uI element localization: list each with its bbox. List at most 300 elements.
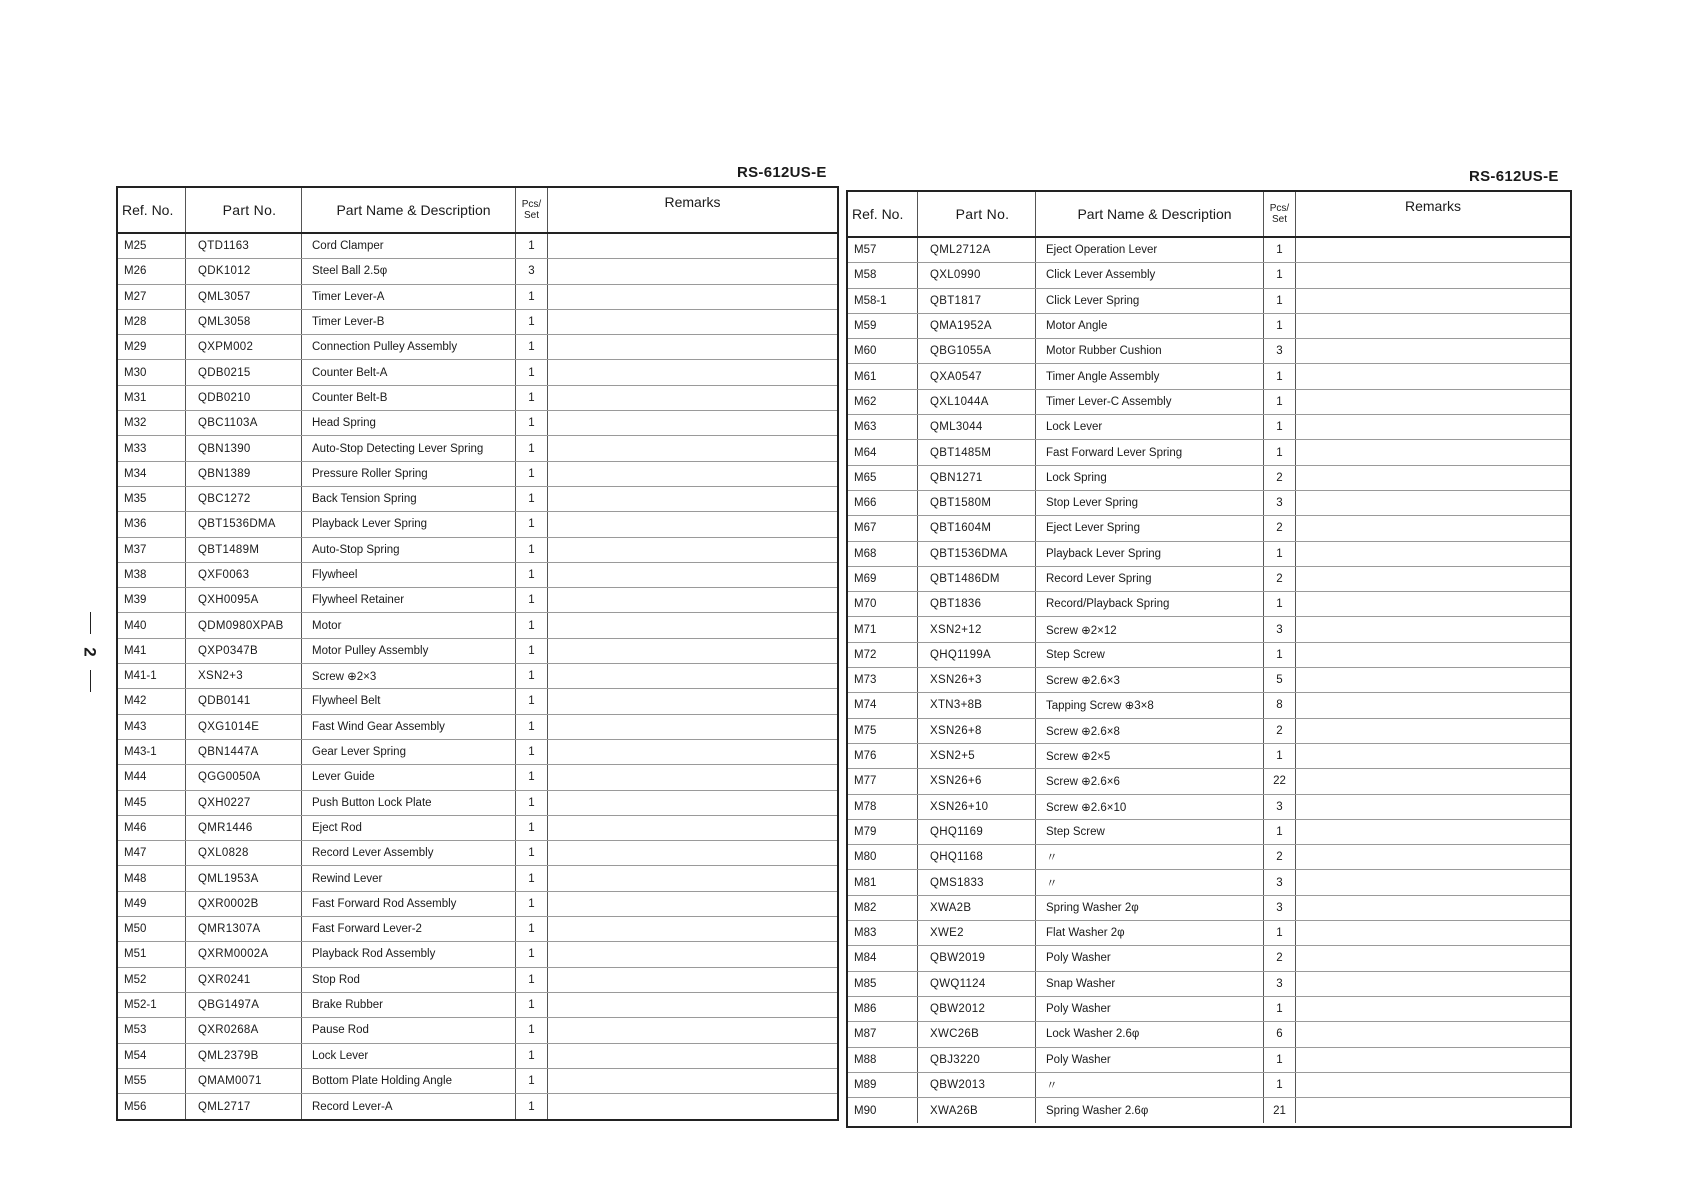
- table-header: [848, 192, 1570, 238]
- header-set: Set: [1271, 214, 1287, 225]
- part-no-cell: QDK1012: [186, 259, 302, 283]
- ref-no-cell: M44: [118, 765, 186, 789]
- remarks-cell: [1296, 668, 1570, 692]
- part-no-cell: QML2717: [186, 1094, 302, 1119]
- pcs-set-cell: 3: [1264, 617, 1296, 641]
- table-row: [848, 845, 1570, 870]
- table-row: [848, 795, 1570, 820]
- pcs-set-cell: 1: [516, 689, 548, 713]
- remarks-cell: [1296, 769, 1570, 793]
- pcs-set-cell: 1: [516, 436, 548, 460]
- ref-no-cell: M45: [118, 791, 186, 815]
- ref-no-cell: M38: [118, 563, 186, 587]
- remarks-cell: [1296, 466, 1570, 490]
- table-row: [848, 1022, 1570, 1047]
- ref-no-cell: M33: [118, 436, 186, 460]
- part-no-cell: XSN2+12: [918, 617, 1036, 641]
- part-name-cell: Gear Lever Spring: [302, 740, 516, 764]
- part-no-cell: QBT1489M: [186, 538, 302, 562]
- part-name-cell: Poly Washer: [1036, 997, 1264, 1021]
- part-name-cell: Step Screw: [1036, 643, 1264, 667]
- part-name-cell: Pause Rod: [302, 1018, 516, 1042]
- table-row: [848, 314, 1570, 339]
- table-row: [118, 538, 837, 563]
- table-row: [118, 917, 837, 942]
- part-name-cell: Bottom Plate Holding Angle: [302, 1069, 516, 1093]
- remarks-cell: [548, 588, 837, 612]
- remarks-cell: [548, 968, 837, 992]
- table-row: [118, 1094, 837, 1119]
- part-name-cell: Head Spring: [302, 411, 516, 435]
- remarks-cell: [548, 386, 837, 410]
- pcs-set-cell: 2: [1264, 946, 1296, 970]
- pcs-set-cell: 1: [516, 1069, 548, 1093]
- ref-no-cell: M58: [848, 263, 918, 287]
- table-row: [848, 339, 1570, 364]
- part-no-cell: QMR1446: [186, 816, 302, 840]
- part-no-cell: QBT1485M: [918, 440, 1036, 464]
- pcs-set-cell: 1: [1264, 263, 1296, 287]
- ref-no-cell: M84: [848, 946, 918, 970]
- part-no-cell: QBW2019: [918, 946, 1036, 970]
- ref-no-cell: M26: [118, 259, 186, 283]
- pcs-set-cell: 1: [516, 538, 548, 562]
- part-no-cell: XWC26B: [918, 1022, 1036, 1046]
- right-model-label: RS-612US-E: [1469, 168, 1559, 185]
- remarks-cell: [1296, 364, 1570, 388]
- part-name-cell: Eject Rod: [302, 816, 516, 840]
- pcs-set-cell: 1: [516, 1094, 548, 1119]
- part-name-cell: Flywheel Belt: [302, 689, 516, 713]
- part-name-cell: Flat Washer 2φ: [1036, 921, 1264, 945]
- part-name-cell: Push Button Lock Plate: [302, 791, 516, 815]
- remarks-cell: [548, 360, 837, 384]
- ref-no-cell: M56: [118, 1094, 186, 1119]
- part-name-cell: Screw ⊕2.6×6: [1036, 769, 1264, 793]
- pcs-set-cell: 5: [1264, 668, 1296, 692]
- ref-no-cell: M83: [848, 921, 918, 945]
- part-no-cell: QML3058: [186, 310, 302, 334]
- table-row: [848, 820, 1570, 845]
- remarks-cell: [1296, 491, 1570, 515]
- part-name-cell: Click Lever Spring: [1036, 289, 1264, 313]
- pcs-set-cell: 1: [1264, 921, 1296, 945]
- ref-no-cell: M77: [848, 769, 918, 793]
- part-name-cell: Pressure Roller Spring: [302, 462, 516, 486]
- part-no-cell: QBG1055A: [918, 339, 1036, 363]
- pcs-set-cell: 1: [516, 639, 548, 663]
- pcs-set-cell: 1: [516, 487, 548, 511]
- part-name-cell: Poly Washer: [1036, 1048, 1264, 1072]
- part-no-cell: QXA0547: [918, 364, 1036, 388]
- part-name-cell: Auto-Stop Detecting Lever Spring: [302, 436, 516, 460]
- part-name-cell: Steel Ball 2.5φ: [302, 259, 516, 283]
- page-number-text: 2: [81, 647, 100, 657]
- pcs-set-cell: 1: [1264, 1048, 1296, 1072]
- table-row: [118, 563, 837, 588]
- left-table-body: [118, 234, 837, 1119]
- table-row: [848, 643, 1570, 668]
- part-name-cell: Motor Angle: [1036, 314, 1264, 338]
- ref-no-cell: M60: [848, 339, 918, 363]
- remarks-cell: [548, 765, 837, 789]
- part-no-cell: QBN1447A: [186, 740, 302, 764]
- part-no-cell: QHQ1169: [918, 820, 1036, 844]
- ref-no-cell: M51: [118, 942, 186, 966]
- part-name-cell: Step Screw: [1036, 820, 1264, 844]
- part-name-cell: Spring Washer 2φ: [1036, 896, 1264, 920]
- part-name-cell: Motor Pulley Assembly: [302, 639, 516, 663]
- remarks-cell: [548, 462, 837, 486]
- remarks-cell: [1296, 390, 1570, 414]
- table-row: [848, 289, 1570, 314]
- remarks-cell: [1296, 1098, 1570, 1123]
- header-remarks: Remarks: [664, 194, 721, 210]
- header-pcs-set: [516, 188, 548, 232]
- table-row: [118, 512, 837, 537]
- remarks-cell: [1296, 946, 1570, 970]
- header-pcs-set: [1264, 192, 1296, 236]
- table-row: [118, 285, 837, 310]
- part-name-cell: Rewind Lever: [302, 866, 516, 890]
- right-parts-table: [846, 190, 1572, 1128]
- part-no-cell: QBT1536DMA: [186, 512, 302, 536]
- pcs-set-cell: 1: [516, 1018, 548, 1042]
- ref-no-cell: M57: [848, 238, 918, 262]
- pcs-set-cell: 1: [516, 462, 548, 486]
- pcs-set-cell: 1: [516, 993, 548, 1017]
- part-no-cell: QBN1271: [918, 466, 1036, 490]
- pcs-set-cell: 21: [1264, 1098, 1296, 1123]
- ref-no-cell: M61: [848, 364, 918, 388]
- table-row: [848, 415, 1570, 440]
- ref-no-cell: M58-1: [848, 289, 918, 313]
- table-row: [118, 664, 837, 689]
- part-no-cell: QXL0990: [918, 263, 1036, 287]
- pcs-set-cell: 1: [516, 335, 548, 359]
- pcs-set-cell: 1: [516, 892, 548, 916]
- part-name-cell: Timer Lever-A: [302, 285, 516, 309]
- left-parts-table: [116, 186, 839, 1121]
- table-row: [848, 567, 1570, 592]
- part-no-cell: QMR1307A: [186, 917, 302, 941]
- pcs-set-cell: 3: [1264, 795, 1296, 819]
- ref-no-cell: M66: [848, 491, 918, 515]
- part-no-cell: QBC1272: [186, 487, 302, 511]
- ref-no-cell: M48: [118, 866, 186, 890]
- table-row: [118, 411, 837, 436]
- part-no-cell: QMAM0071: [186, 1069, 302, 1093]
- table-row: [118, 1044, 837, 1069]
- part-name-cell: Record Lever-A: [302, 1094, 516, 1119]
- ref-no-cell: M46: [118, 816, 186, 840]
- pcs-set-cell: 3: [516, 259, 548, 283]
- right-table-body: [848, 238, 1570, 1123]
- ref-no-cell: M40: [118, 613, 186, 637]
- table-row: [848, 744, 1570, 769]
- ref-no-cell: M53: [118, 1018, 186, 1042]
- part-no-cell: QBW2012: [918, 997, 1036, 1021]
- part-name-cell: Eject Operation Lever: [1036, 238, 1264, 262]
- pcs-set-cell: 1: [1264, 744, 1296, 768]
- remarks-cell: [548, 436, 837, 460]
- page-number-dash-top: [90, 612, 91, 634]
- ref-no-cell: M27: [118, 285, 186, 309]
- table-row: [118, 892, 837, 917]
- part-no-cell: QDB0141: [186, 689, 302, 713]
- header-part-name: Part Name & Description: [302, 188, 516, 232]
- ref-no-cell: M41: [118, 639, 186, 663]
- ref-no-cell: M85: [848, 972, 918, 996]
- part-no-cell: QBT1580M: [918, 491, 1036, 515]
- pcs-set-cell: 1: [516, 411, 548, 435]
- part-no-cell: XSN26+8: [918, 719, 1036, 743]
- part-name-cell: Counter Belt-B: [302, 386, 516, 410]
- part-no-cell: XWA26B: [918, 1098, 1036, 1123]
- part-name-cell: Playback Lever Spring: [1036, 542, 1264, 566]
- part-no-cell: QBC1103A: [186, 411, 302, 435]
- pcs-set-cell: 1: [516, 234, 548, 258]
- table-row: [118, 588, 837, 613]
- table-row: [848, 364, 1570, 389]
- part-no-cell: XSN2+5: [918, 744, 1036, 768]
- ref-no-cell: M39: [118, 588, 186, 612]
- remarks-cell: [1296, 415, 1570, 439]
- table-row: [118, 968, 837, 993]
- ref-no-cell: M42: [118, 689, 186, 713]
- pcs-set-cell: 8: [1264, 693, 1296, 717]
- pcs-set-cell: 1: [1264, 820, 1296, 844]
- ref-no-cell: M62: [848, 390, 918, 414]
- remarks-cell: [1296, 567, 1570, 591]
- remarks-cell: [1296, 592, 1570, 616]
- part-name-cell: Counter Belt-A: [302, 360, 516, 384]
- pcs-set-cell: 1: [1264, 643, 1296, 667]
- table-row: [848, 592, 1570, 617]
- table-row: [118, 613, 837, 638]
- part-no-cell: QML2379B: [186, 1044, 302, 1068]
- ref-no-cell: M52: [118, 968, 186, 992]
- table-row: [848, 516, 1570, 541]
- part-name-cell: Snap Washer: [1036, 972, 1264, 996]
- remarks-cell: [1296, 440, 1570, 464]
- ref-no-cell: M43: [118, 715, 186, 739]
- table-row: [118, 1018, 837, 1043]
- remarks-cell: [548, 1044, 837, 1068]
- remarks-cell: [1296, 1073, 1570, 1097]
- ref-no-cell: M54: [118, 1044, 186, 1068]
- pcs-set-cell: 1: [1264, 238, 1296, 262]
- pcs-set-cell: 1: [516, 968, 548, 992]
- remarks-cell: [1296, 744, 1570, 768]
- ref-no-cell: M35: [118, 487, 186, 511]
- remarks-cell: [548, 866, 837, 890]
- part-no-cell: QBT1604M: [918, 516, 1036, 540]
- remarks-cell: [548, 487, 837, 511]
- ref-no-cell: M34: [118, 462, 186, 486]
- pcs-set-cell: 1: [1264, 1073, 1296, 1097]
- remarks-cell: [548, 310, 837, 334]
- part-name-cell: Brake Rubber: [302, 993, 516, 1017]
- part-name-cell: 〃: [1036, 1073, 1264, 1097]
- part-no-cell: QXH0095A: [186, 588, 302, 612]
- part-name-cell: Screw ⊕2.6×3: [1036, 668, 1264, 692]
- header-pcs: Pcs/: [521, 199, 542, 210]
- table-row: [118, 259, 837, 284]
- pcs-set-cell: 3: [1264, 339, 1296, 363]
- part-no-cell: XSN26+6: [918, 769, 1036, 793]
- part-name-cell: Timer Lever-C Assembly: [1036, 390, 1264, 414]
- pcs-set-cell: 1: [516, 664, 548, 688]
- part-no-cell: QBT1536DMA: [918, 542, 1036, 566]
- pcs-set-cell: 1: [516, 512, 548, 536]
- ref-no-cell: M73: [848, 668, 918, 692]
- part-no-cell: QXF0063: [186, 563, 302, 587]
- table-row: [118, 335, 837, 360]
- table-row: [118, 360, 837, 385]
- part-name-cell: Screw ⊕2.6×8: [1036, 719, 1264, 743]
- ref-no-cell: M70: [848, 592, 918, 616]
- pcs-set-cell: 3: [1264, 491, 1296, 515]
- table-row: [848, 921, 1570, 946]
- page-number: [80, 612, 100, 692]
- remarks-cell: [548, 639, 837, 663]
- part-no-cell: QXPM002: [186, 335, 302, 359]
- remarks-cell: [548, 1094, 837, 1119]
- part-name-cell: Flywheel: [302, 563, 516, 587]
- part-name-cell: Lock Lever: [302, 1044, 516, 1068]
- pcs-set-cell: 1: [1264, 592, 1296, 616]
- table-row: [848, 1048, 1570, 1073]
- remarks-cell: [1296, 820, 1570, 844]
- table-row: [848, 870, 1570, 895]
- ref-no-cell: M69: [848, 567, 918, 591]
- table-row: [848, 972, 1570, 997]
- remarks-cell: [548, 715, 837, 739]
- part-no-cell: QBG1497A: [186, 993, 302, 1017]
- remarks-cell: [1296, 238, 1570, 262]
- remarks-cell: [548, 942, 837, 966]
- remarks-cell: [1296, 997, 1570, 1021]
- table-row: [118, 791, 837, 816]
- ref-no-cell: M75: [848, 719, 918, 743]
- remarks-cell: [1296, 921, 1570, 945]
- part-no-cell: XTN3+8B: [918, 693, 1036, 717]
- header-part-name: Part Name & Description: [1036, 192, 1264, 236]
- table-row: [118, 816, 837, 841]
- table-row: [118, 386, 837, 411]
- table-row: [118, 1069, 837, 1094]
- table-row: [118, 841, 837, 866]
- pcs-set-cell: 1: [1264, 440, 1296, 464]
- pcs-set-cell: 22: [1264, 769, 1296, 793]
- part-no-cell: QBW2013: [918, 1073, 1036, 1097]
- part-no-cell: QXR0241: [186, 968, 302, 992]
- pcs-set-cell: 3: [1264, 972, 1296, 996]
- remarks-cell: [548, 816, 837, 840]
- table-row: [118, 942, 837, 967]
- ref-no-cell: M32: [118, 411, 186, 435]
- ref-no-cell: M87: [848, 1022, 918, 1046]
- table-row: [118, 689, 837, 714]
- pcs-set-cell: 1: [516, 841, 548, 865]
- pcs-set-cell: 3: [1264, 870, 1296, 894]
- part-name-cell: Poly Washer: [1036, 946, 1264, 970]
- header-part-no: Part No.: [918, 192, 1036, 236]
- ref-no-cell: M74: [848, 693, 918, 717]
- pcs-set-cell: 1: [516, 588, 548, 612]
- part-no-cell: QHQ1168: [918, 845, 1036, 869]
- table-row: [848, 1098, 1570, 1123]
- part-no-cell: QXH0227: [186, 791, 302, 815]
- header-ref-no: Ref. No.: [848, 192, 918, 236]
- part-name-cell: Screw ⊕2×3: [302, 664, 516, 688]
- table-row: [118, 740, 837, 765]
- remarks-cell: [548, 740, 837, 764]
- remarks-cell: [548, 285, 837, 309]
- ref-no-cell: M72: [848, 643, 918, 667]
- table-row: [118, 866, 837, 891]
- pcs-set-cell: 1: [516, 765, 548, 789]
- table-row: [848, 491, 1570, 516]
- pcs-set-cell: 1: [516, 816, 548, 840]
- remarks-cell: [1296, 516, 1570, 540]
- header-set: Set: [523, 210, 539, 221]
- remarks-cell: [548, 613, 837, 637]
- header-pcs: Pcs/: [1269, 203, 1290, 214]
- pcs-set-cell: 1: [516, 1044, 548, 1068]
- pcs-set-cell: 2: [1264, 567, 1296, 591]
- ref-no-cell: M55: [118, 1069, 186, 1093]
- part-no-cell: QXR0268A: [186, 1018, 302, 1042]
- pcs-set-cell: 1: [516, 285, 548, 309]
- remarks-cell: [1296, 617, 1570, 641]
- part-no-cell: QBN1390: [186, 436, 302, 460]
- remarks-cell: [1296, 870, 1570, 894]
- remarks-cell: [548, 993, 837, 1017]
- part-name-cell: Screw ⊕2.6×10: [1036, 795, 1264, 819]
- ref-no-cell: M67: [848, 516, 918, 540]
- part-name-cell: Tapping Screw ⊕3×8: [1036, 693, 1264, 717]
- part-name-cell: Playback Lever Spring: [302, 512, 516, 536]
- part-name-cell: Connection Pulley Assembly: [302, 335, 516, 359]
- remarks-cell: [1296, 1022, 1570, 1046]
- part-name-cell: Cord Clamper: [302, 234, 516, 258]
- ref-no-cell: M30: [118, 360, 186, 384]
- remarks-cell: [548, 538, 837, 562]
- remarks-cell: [1296, 845, 1570, 869]
- table-row: [848, 1073, 1570, 1098]
- table-row: [118, 487, 837, 512]
- ref-no-cell: M90: [848, 1098, 918, 1123]
- part-no-cell: QBT1817: [918, 289, 1036, 313]
- pcs-set-cell: 1: [516, 866, 548, 890]
- pcs-set-cell: 1: [516, 740, 548, 764]
- ref-no-cell: M80: [848, 845, 918, 869]
- table-row: [118, 436, 837, 461]
- part-no-cell: QDB0215: [186, 360, 302, 384]
- remarks-cell: [1296, 1048, 1570, 1072]
- part-no-cell: QGG0050A: [186, 765, 302, 789]
- remarks-cell: [1296, 972, 1570, 996]
- ref-no-cell: M25: [118, 234, 186, 258]
- table-row: [848, 542, 1570, 567]
- pcs-set-cell: 1: [516, 360, 548, 384]
- part-name-cell: 〃: [1036, 845, 1264, 869]
- remarks-cell: [548, 892, 837, 916]
- ref-no-cell: M36: [118, 512, 186, 536]
- ref-no-cell: M76: [848, 744, 918, 768]
